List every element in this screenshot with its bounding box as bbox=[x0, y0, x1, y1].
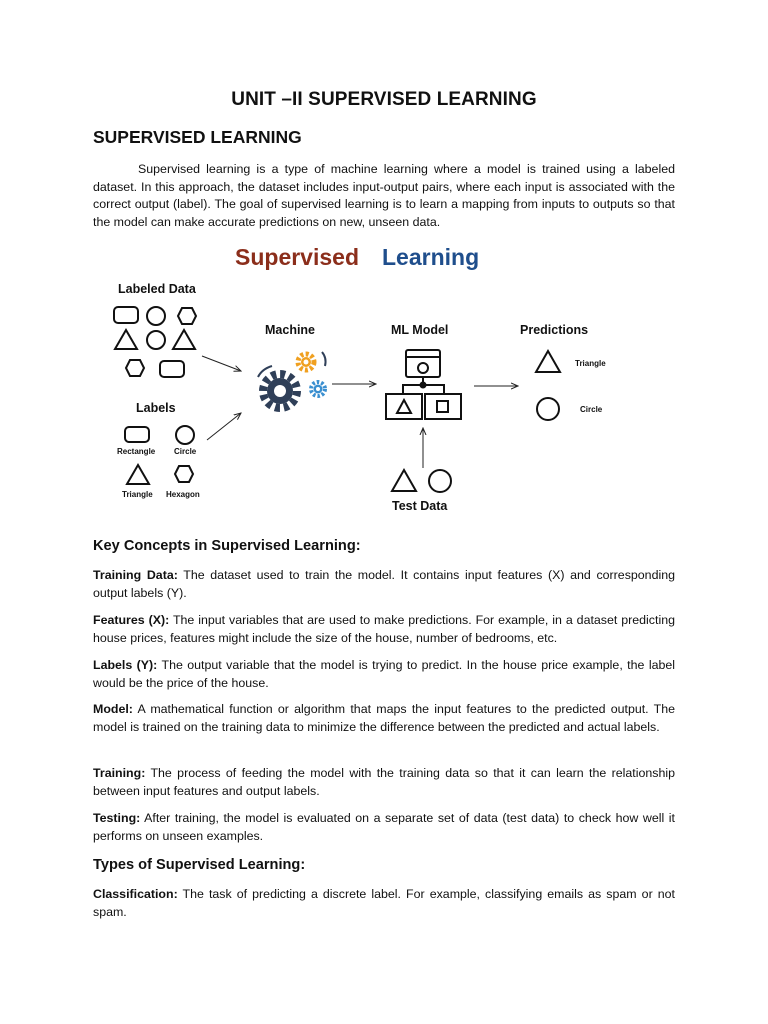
label-rectangle: Rectangle bbox=[117, 447, 156, 456]
label-hexagon: Hexagon bbox=[166, 490, 200, 499]
page-title: UNIT –II SUPERVISED LEARNING bbox=[231, 89, 537, 110]
prediction-circle: Circle bbox=[580, 405, 603, 414]
supervised-learning-diagram bbox=[0, 232, 768, 522]
figure-title-part1: Supervised bbox=[235, 244, 359, 270]
labeled-data-label: Labeled Data bbox=[118, 282, 196, 296]
key-concepts-heading: Key Concepts in Supervised Learning: bbox=[93, 538, 361, 554]
concept-training-data: Training Data: The dataset used to train the model. It contains input features (X) and corresponding output labels (Y). bbox=[93, 568, 675, 600]
label-circle: Circle bbox=[174, 447, 197, 456]
gears-icon bbox=[258, 352, 326, 408]
intro-paragraph: Supervised learning is a type of machine learning where a model is trained using a labeled dataset. In this approach, the dataset includes input-output pairs, where each input is associated with the correct output (label). The goal of supervised learning is to learn a mapping from inputs to outputs so that the model can make accurate predictions on new, unseen data. bbox=[93, 162, 675, 229]
labels-label: Labels bbox=[136, 401, 176, 415]
label-triangle: Triangle bbox=[122, 490, 153, 499]
predictions-label: Predictions bbox=[520, 323, 589, 337]
type-classification: Classification: The task of predicting a discrete label. For example, classifying emails as spam or not spam. bbox=[93, 887, 675, 919]
concept-testing: Testing: After training, the model is evaluated on a separate set of data (test data) to check how well it performs on unseen examples. bbox=[93, 811, 675, 843]
concept-features: Features (X): The input variables that are used to make predictions. For example, in a dataset predicting house prices, features might include the size of the house, number of bedrooms, etc. bbox=[93, 613, 675, 645]
concept-training: Training: The process of feeding the model with the training data so that it can learn the relationship between input features and output labels. bbox=[93, 766, 675, 798]
concept-labels: Labels (Y): The output variable that the model is trying to predict. In the house price example, the label would be the price of the house. bbox=[93, 658, 675, 690]
machine-label: Machine bbox=[265, 323, 316, 337]
figure-title-part2: Learning bbox=[382, 244, 480, 270]
test-data-label: Test Data bbox=[392, 499, 448, 513]
test-data-shapes bbox=[392, 470, 451, 492]
ml-model-label: ML Model bbox=[391, 323, 449, 337]
ml-model-icon bbox=[386, 350, 461, 419]
concept-model: Model: A mathematical function or algorithm that maps the input features to the predicted output. The model is trained on the training data to minimize the difference between the predicted and actual labels. bbox=[93, 702, 675, 734]
prediction-triangle: Triangle bbox=[575, 359, 606, 368]
types-heading: Types of Supervised Learning: bbox=[93, 857, 306, 873]
section-heading: SUPERVISED LEARNING bbox=[93, 127, 302, 147]
labeled-data-shapes bbox=[114, 307, 196, 377]
prediction-shapes bbox=[536, 351, 560, 420]
